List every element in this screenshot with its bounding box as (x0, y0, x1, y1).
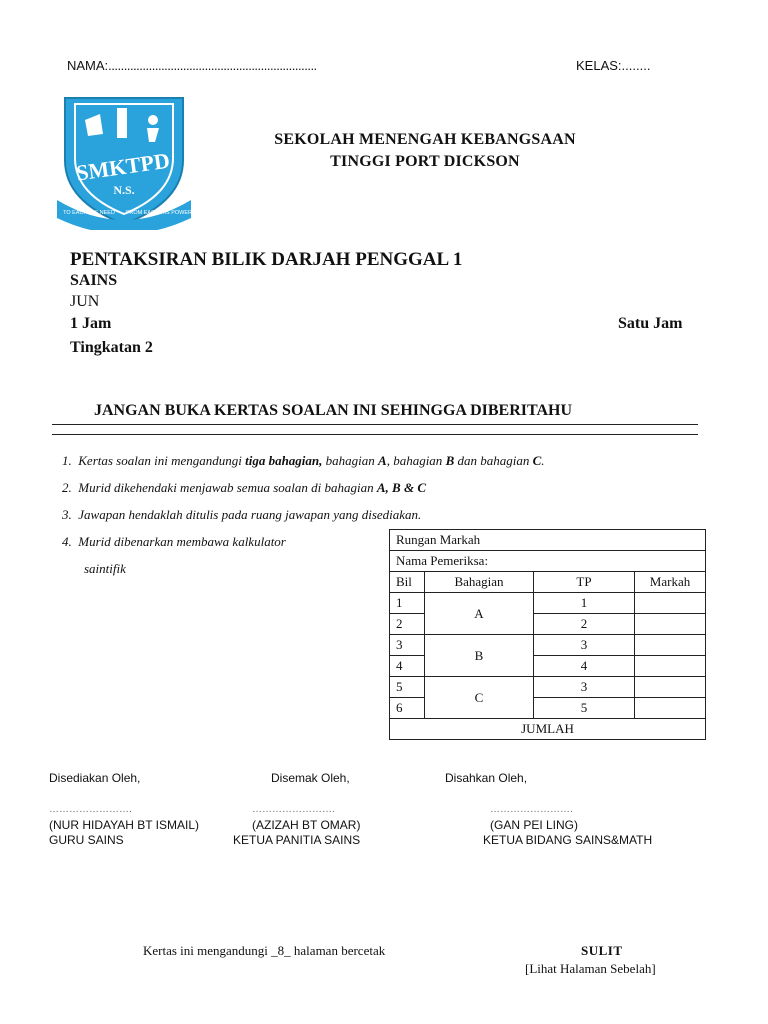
school-logo (55, 90, 193, 230)
exam-title: PENTAKSIRAN BILIK DARJAH PENGGAL 1 (70, 249, 463, 270)
approver-name: (GAN PEI LING) (490, 818, 579, 832)
checker-title: KETUA PANITIA SAINS (233, 833, 361, 847)
page-count-note: Kertas ini mengandungi _8_ halaman bercetak (143, 943, 386, 958)
exam-month: JUN (70, 293, 100, 310)
exam-subject: SAINS (70, 272, 118, 289)
preparer-name: (NUR HIDAYAH BT ISMAIL) (49, 818, 200, 832)
school-name-line2: TINGGI PORT DICKSON (330, 153, 520, 170)
examiner-label: Nama Pemeriksa: (390, 551, 706, 572)
section-cell: A (425, 593, 534, 635)
checker-name: (AZIZAH BT OMAR) (252, 818, 361, 832)
instruction-1: 1. Kertas soalan ini mengandungi tiga bahagian, bahagian A, bahagian B dan bahagian C. (62, 453, 545, 468)
table-row: 1 A 1 (390, 593, 706, 614)
instruction-4-cont: saintifik (84, 561, 126, 576)
markah-cell[interactable] (635, 635, 706, 656)
logo-subtext: N.S. (113, 183, 135, 197)
logo-text: SMKTPD (74, 147, 172, 186)
section-cell: C (425, 677, 534, 719)
marks-table-title: Rungan Markah (390, 530, 706, 551)
instruction-4: 4. Murid dibenarkan membawa kalkulator (62, 534, 286, 549)
total-row: JUMLAH (390, 719, 706, 740)
marks-table (389, 529, 706, 740)
divider (52, 424, 698, 425)
name-field-label: NAMA:................................................................... (67, 58, 317, 73)
signature-line: ……………………. (49, 804, 132, 815)
table-row: 3 B 3 (390, 635, 706, 656)
warning-text: JANGAN BUKA KERTAS SOALAN INI SEHINGGA DIBERITAHU (94, 402, 573, 419)
col-header-bil: Bil (390, 572, 425, 593)
school-name-line1: SEKOLAH MENENGAH KEBANGSAAN (274, 131, 576, 148)
signature-line: ……………………. (252, 804, 335, 815)
prepared-by-label: Disediakan Oleh, (49, 771, 141, 785)
table-row: 4 4 (390, 656, 706, 677)
divider (52, 434, 698, 435)
section-cell: B (425, 635, 534, 677)
col-header-tp: TP (534, 572, 635, 593)
logo-motto-right: FROM EACH HIS POWER (125, 210, 193, 216)
exam-form: Tingkatan 2 (70, 339, 153, 356)
table-row: 5 C 3 (390, 677, 706, 698)
preparer-title: GURU SAINS (49, 833, 124, 847)
col-header-markah: Markah (635, 572, 706, 593)
next-page-note: [Lihat Halaman Sebelah] (525, 961, 656, 976)
markah-cell[interactable] (635, 698, 706, 719)
checked-by-label: Disemak Oleh, (271, 771, 350, 785)
approved-by-label: Disahkan Oleh, (445, 771, 528, 785)
logo-motto-left: TO EACH HIS NEED (63, 210, 115, 216)
col-header-bahagian: Bahagian (425, 572, 534, 593)
instruction-2: 2. Murid dikehendaki menjawab semua soalan di bahagian A, B & C (62, 480, 426, 495)
markah-cell[interactable] (635, 677, 706, 698)
instruction-3: 3. Jawapan hendaklah ditulis pada ruang jawapan yang disediakan. (62, 507, 422, 522)
markah-cell[interactable] (635, 614, 706, 635)
exam-duration-words: Satu Jam (618, 315, 683, 332)
table-row: 6 5 (390, 698, 706, 719)
approver-title: KETUA BIDANG SAINS&MATH (483, 833, 653, 847)
table-row: 2 2 (390, 614, 706, 635)
markah-cell[interactable] (635, 593, 706, 614)
signature-line: ……………………. (490, 804, 573, 815)
sulit-label: SULIT (581, 943, 623, 958)
markah-cell[interactable] (635, 656, 706, 677)
exam-duration: 1 Jam (70, 315, 112, 332)
class-field-label: KELAS:........ (576, 58, 651, 73)
